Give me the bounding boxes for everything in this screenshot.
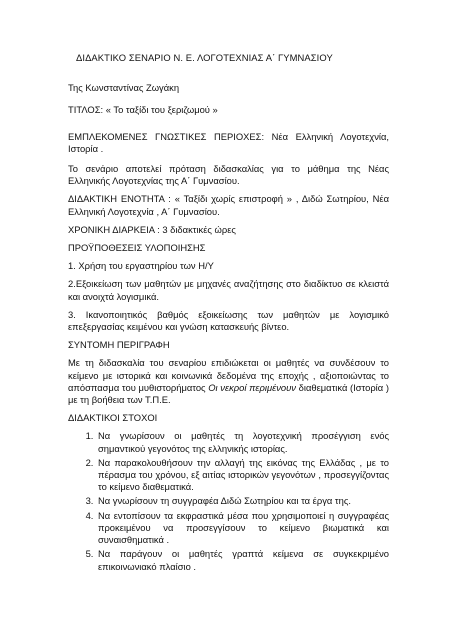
author-line: Της Κωνσταντίνας Ζωγάκη [68, 82, 180, 94]
novel-title: Οι νεκροί περιμένουν [208, 381, 296, 393]
goals-heading: ΔΙΔΑΚΤΙΚΟΙ ΣΤΟΧΟΙ [68, 412, 158, 424]
goal-item: 3. Να γνωρίσουν τη συγγραφέα Διδώ Σωτηρίου και τα έργα της. [96, 495, 389, 507]
summary-text-end: διαθεματικά (Ιστορία ) με τη βοήθεια των Τ.Π.Ε. [68, 381, 389, 406]
duration: ΧΡΟΝΙΚΗ ΔΙΑΡΚΕΙΑ : 3 διδακτικές ώρες [68, 223, 236, 235]
prerequisite-1: 1. Χρήση του εργαστηρίου των Η/Υ [68, 260, 214, 272]
goal-item: 2. Να παρακολουθήσουν την αλλαγή της εικόνας της Ελλάδας , με το πέρασμα του χρόνου, εξ αιτίας ιστορικών γεγονότων , προσεγγίζοντας το κείμενο διαθεματικά. [96, 457, 389, 494]
prerequisite-3: 3. Ικανοποιητικός βαθμός εξοικείωσης των μαθητών με λογισμικό επεξεργασίας κειμένου και γνώση κατασκευής βίντεο. [68, 308, 389, 333]
document-title: ΔΙΔΑΚΤΙΚΟ ΣΕΝΑΡΙΟ Ν. Ε. ΛΟΓΟΤΕΧΝΙΑΣ Α΄ ΓΥΜΝΑΣΙΟΥ [76, 52, 333, 63]
summary-paragraph [68, 357, 389, 406]
teaching-unit: ΔΙΔΑΚΤΙΚΗ ΕΝΟΤΗΤΑ : « Ταξίδι χωρίς επιστροφή » , Διδώ Σωτηρίου, Νέα Ελληνική Λογοτεχνία , Α΄ Γυμνασίου. [68, 193, 389, 217]
subject-title: ΤΙΤΛΟΣ: « Το ταξίδι του ξεριζωμού » [68, 104, 218, 116]
cognitive-areas: ΕΜΠΛΕΚΟΜΕΝΕΣ ΓΝΩΣΤΙΚΕΣ ΠΕΡΙΟΧΕΣ: Νέα Ελληνική Λογοτεχνία, Ιστορία . [68, 130, 389, 154]
summary-heading: ΣΥΝΤΟΜΗ ΠΕΡΙΓΡΑΦΗ [68, 339, 170, 351]
goal-item: 4. Να εντοπίσουν τα εκφραστικά μέσα που χρησιμοποιεί η συγγραφέας προκειμένου να προσεγγίσουν το κείμενο βιωματικά και συναισθηματικά . [96, 510, 389, 547]
goals-list [68, 430, 389, 572]
summary-text-start: Με τη διδασκαλία του σεναρίου επιδιώκεται οι μαθητές να συνδέσουν το κείμενο με ιστορικά και κοινωνικά δεδομένα της εποχής , αξιοποιώντας το απόσπασμα του μυθιστορήματος [68, 357, 389, 393]
prerequisites-heading: ΠΡΟΫΠΟΘΕΣΕΙΣ ΥΛΟΠΟΙΗΣΗΣ [68, 242, 206, 254]
goal-item: 1. Να γνωρίσουν οι μαθητές τη λογοτεχνική προσέγγιση ενός σημαντικού γεγονότος της ελληνικής ιστορίας. [96, 430, 389, 454]
goal-item: 5. Να παράγουν οι μαθητές γραπτά κείμενα σε συγκεκριμένο επικοινωνιακό πλαίσιο . [96, 548, 389, 572]
prerequisite-2: 2.Εξοικείωση των μαθητών με μηχανές αναζήτησης στο διαδίκτυο σε κλειστά και ανοιχτά λογισμικά. [68, 278, 389, 302]
intro-paragraph: Το σενάριο αποτελεί πρόταση διδασκαλίας για το μάθημα της Νέας Ελληνικής Λογοτεχνίας της Α΄ Γυμνασίου. [68, 163, 389, 187]
